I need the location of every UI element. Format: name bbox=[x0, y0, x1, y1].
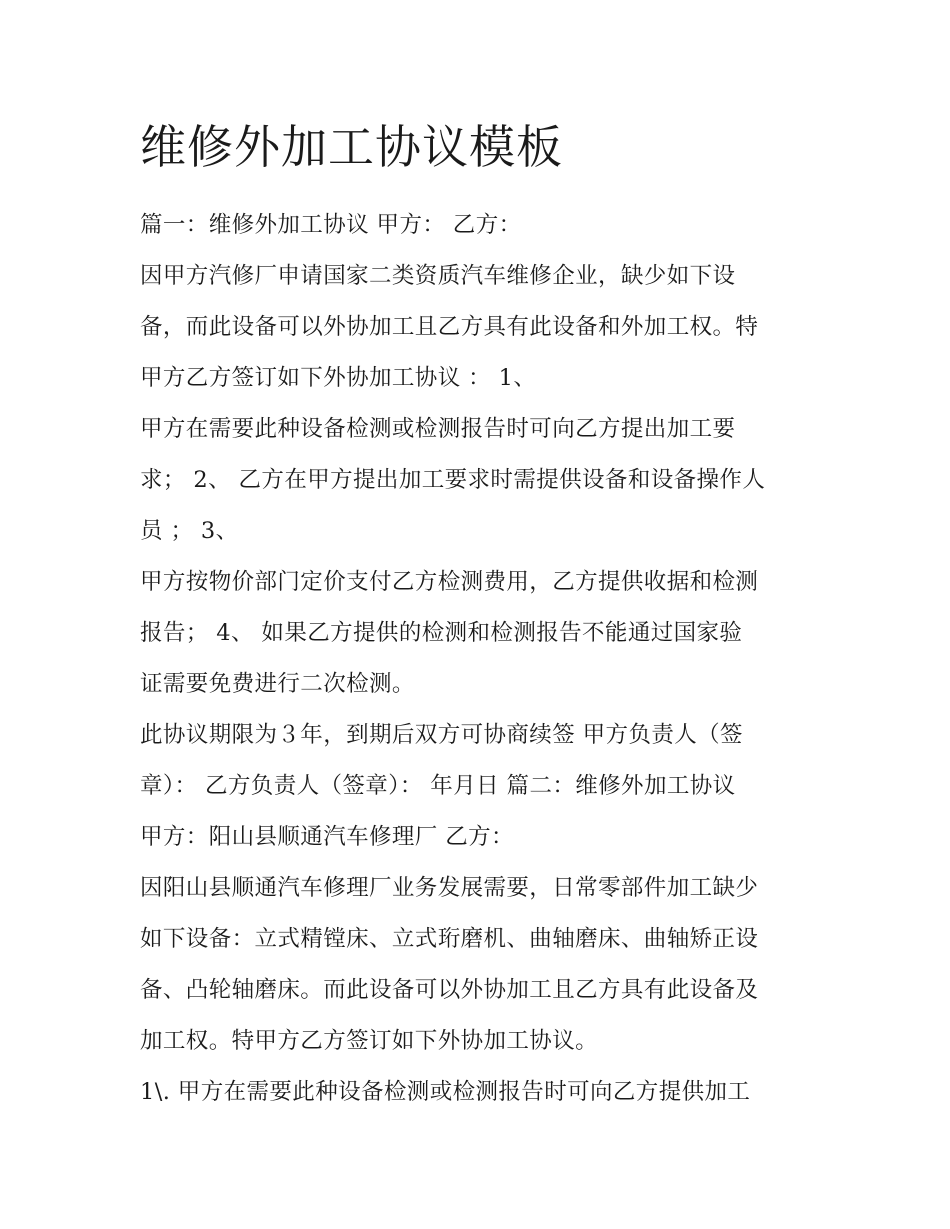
body-line: 篇一：维修外加工协议 甲方： 乙方： bbox=[140, 212, 522, 238]
body-line: 备，而此设备可以外协加工且乙方具有此设备和外加工权。特 bbox=[140, 314, 759, 340]
body-line: 因甲方汽修厂申请国家二类资质汽车维修企业，缺少如下设 bbox=[140, 263, 736, 289]
body-line: 因阳山县顺通汽车修理厂业务发展需要，日常零部件加工缺少 bbox=[140, 875, 759, 901]
body-line: 1\. 甲方在需要此种设备检测或检测报告时可向乙方提供加工 bbox=[140, 1079, 751, 1105]
document-body bbox=[140, 200, 830, 1118]
body-line: 甲方按物价部门定价支付乙方检测费用，乙方提供收据和检测 bbox=[140, 569, 759, 595]
body-line: 备、凸轮轴磨床。而此设备可以外协加工且乙方具有此设备及 bbox=[140, 977, 759, 1003]
body-line: 甲方乙方签订如下外协加工协议 ： 1、 bbox=[140, 365, 537, 391]
body-line: 报告； 4、 如果乙方提供的检测和检测报告不能通过国家验 bbox=[140, 620, 743, 646]
body-line: 此协议期限为３年，到期后双方可协商续签 甲方负责人（签 bbox=[140, 722, 743, 748]
body-line: 甲方在需要此种设备检测或检测报告时可向乙方提出加工要 bbox=[140, 416, 736, 442]
body-line: 甲方：阳山县顺通汽车修理厂 乙方： bbox=[140, 824, 514, 850]
body-line: 章）： 乙方负责人（签章）： 年月日 篇二：维修外加工协议 bbox=[140, 773, 736, 799]
body-line: 员 ； 3、 bbox=[140, 518, 239, 544]
body-line: 加工权。特甲方乙方签订如下外协加工协议。 bbox=[140, 1028, 599, 1054]
body-line: 证需要免费进行二次检测。 bbox=[140, 671, 415, 697]
body-line: 如下设备：立式精镗床、立式珩磨机、曲轴磨床、曲轴矫正设 bbox=[140, 926, 759, 952]
document-title: 维修外加工协议模板 bbox=[140, 120, 563, 174]
body-line: 求； 2、 乙方在甲方提出加工要求时需提供设备和设备操作人 bbox=[140, 467, 766, 493]
